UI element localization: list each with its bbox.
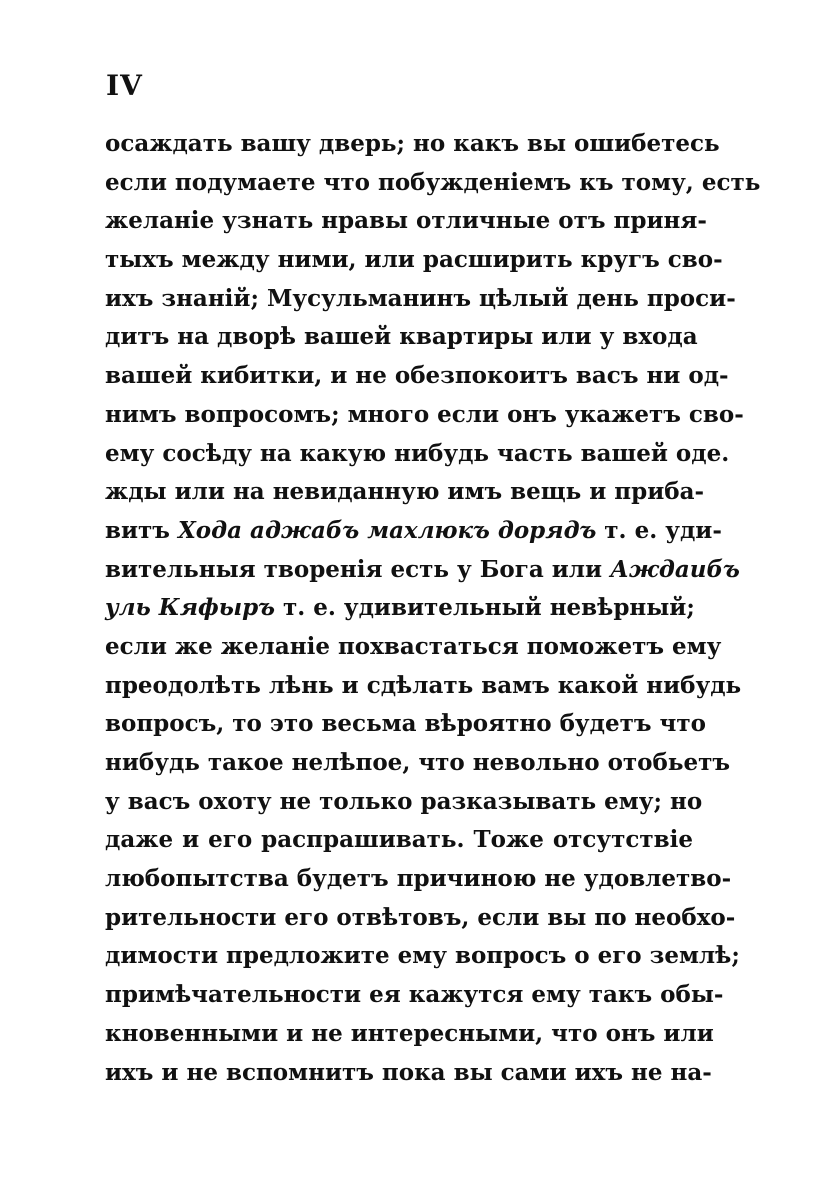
text-line-15: преодолѣть лѣнь и сдѣлать вамъ какой нибудь	[105, 671, 742, 699]
text-line-3: желанiе узнать нравы отличные отъ приня-	[105, 207, 707, 235]
italic-phrase-ul-kyafyr: уль Кяфыръ	[105, 594, 275, 622]
text-line-13	[105, 589, 693, 628]
text-line-5: ихъ знанiй; Мусульманинъ цѣлый день проси-	[105, 284, 736, 312]
body-text	[105, 125, 761, 1092]
text-line-6: дитъ на дворѣ вашей квартиры или у входа	[105, 323, 698, 351]
text-line-17: нибудь такое нелѣпое, что невольно отобьетъ	[105, 749, 730, 776]
italic-word-azhdaib: Аждаибъ	[610, 555, 740, 583]
text-line-12-start: вительныя творенiя есть у Бога или	[105, 555, 611, 583]
text-line-14: если же желанiе похвастаться поможетъ ему	[105, 632, 722, 660]
text-line-8: нимъ вопросомъ; много если онъ укажетъ сво-	[105, 400, 744, 428]
text-line-24: кновенными и не интересными, что онъ или	[105, 1019, 714, 1047]
text-line-19: даже и его распрашивать. Тоже отсутствiе	[105, 826, 693, 854]
text-line-11-end: т. е. уди-	[596, 516, 722, 544]
text-line-13-end: т. е. удивительный невѣрный;	[274, 594, 695, 622]
text-line-2: если подумаете что побужденiемъ къ тому, есть	[105, 168, 761, 196]
text-line-7: вашей кибитки, и не обезпокоитъ васъ ни од-	[105, 362, 729, 390]
text-line-20: любопытства будетъ причиною не удовлетво-	[105, 865, 732, 893]
text-line-21: рительности его отвѣтовъ, если вы по необхо-	[105, 903, 736, 931]
text-line-23: примѣчательности ея кажутся ему такъ обы-	[105, 981, 724, 1009]
text-line-11	[105, 512, 722, 551]
text-line-9: ему сосѣду на какую нибудь часть вашей оде.	[105, 439, 730, 467]
page-number: IV	[106, 69, 143, 102]
text-line-16: вопросъ, то это весьма вѣроятно будетъ что	[105, 710, 706, 738]
text-line-10: жды или на невиданную имъ вещь и приба-	[105, 478, 705, 506]
text-line-4: тыхъ между ними, или расширить кругъ сво-	[105, 246, 723, 274]
text-line-1: осаждать вашу дверь; но какъ вы ошибетесь	[105, 130, 720, 157]
italic-phrase-hoda-adzhab: Хода аджабъ махлюкъ дорядъ	[177, 516, 597, 544]
text-line-12	[105, 551, 740, 590]
text-line-18: у васъ охоту не только разказывать ему; но	[105, 787, 703, 815]
text-line-22: димости предложите ему вопросъ о его землѣ;	[105, 942, 740, 970]
text-line-25: ихъ и не вспомнитъ пока вы сами ихъ не на-	[105, 1058, 712, 1086]
text-line-11-start: витъ	[105, 516, 178, 544]
